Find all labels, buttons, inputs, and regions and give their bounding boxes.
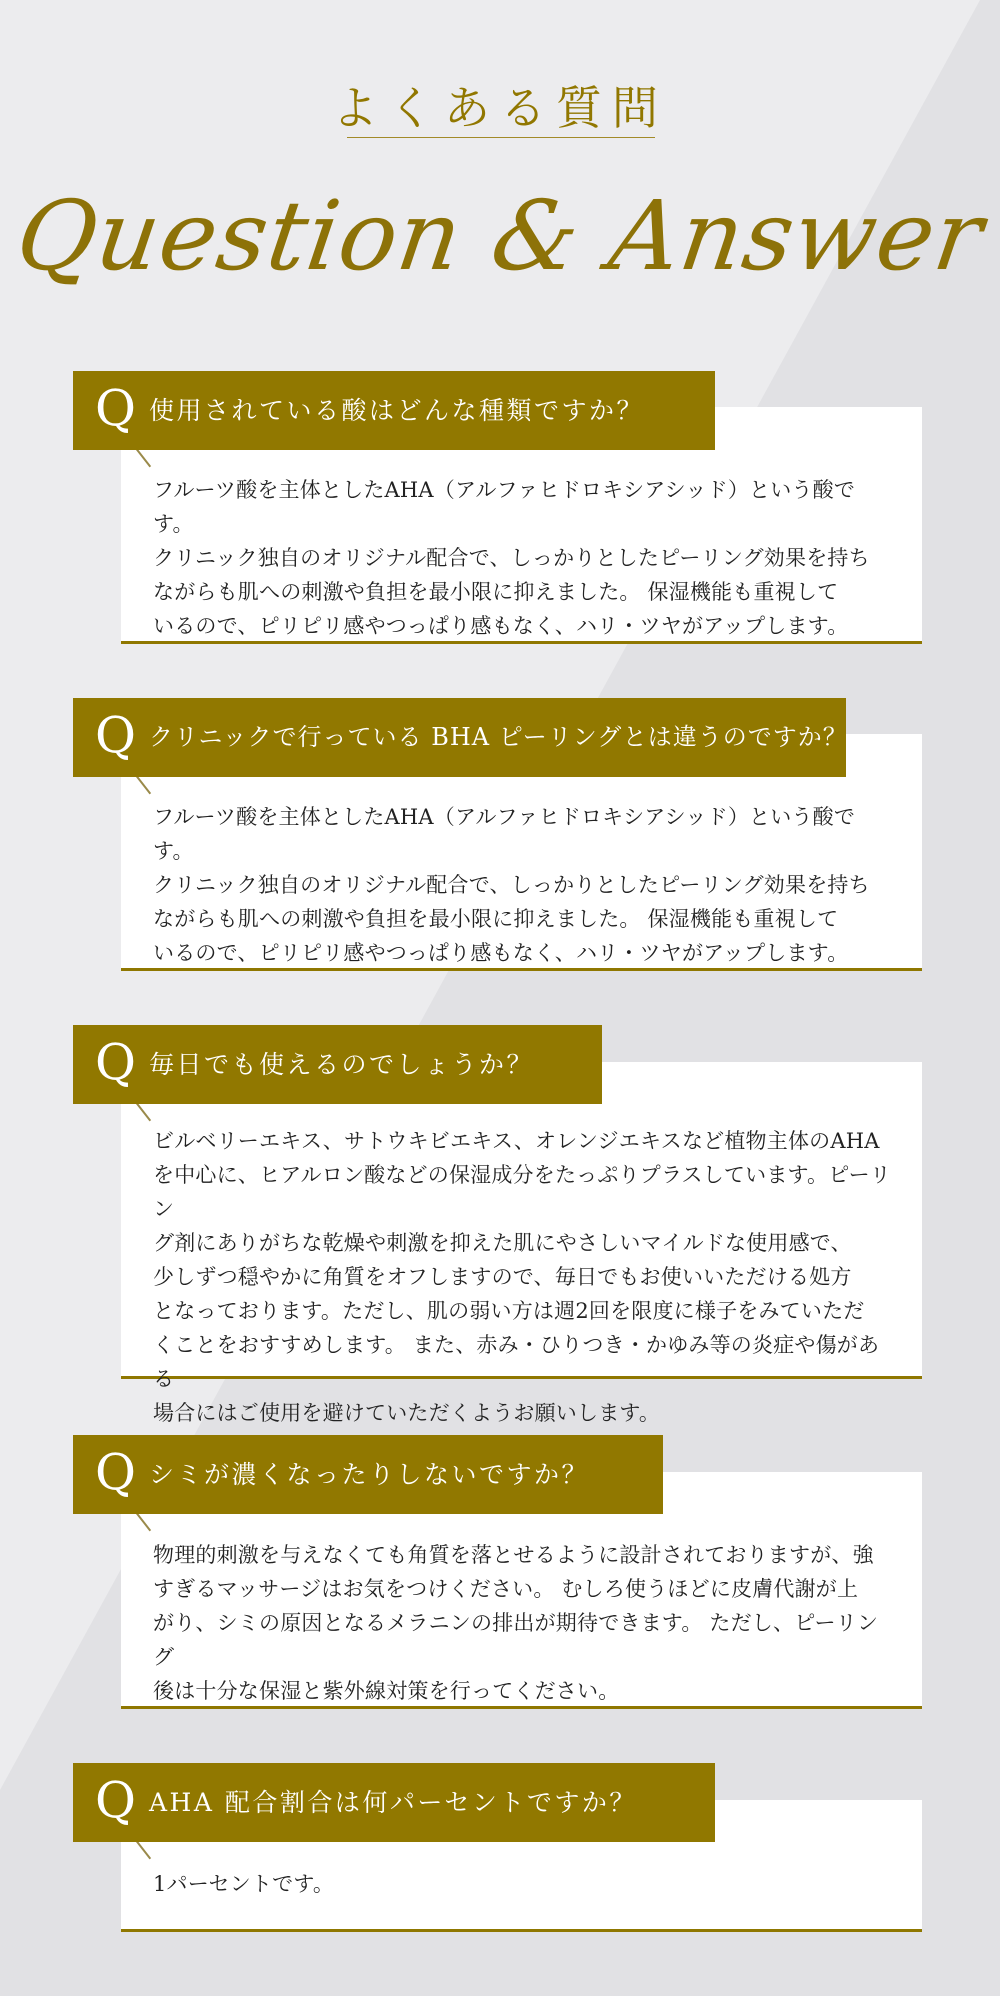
question-bar[interactable] (73, 1763, 715, 1842)
answer-line: 物理的刺激を与えなくても角質を落とせるように設計されておりますが、強 (153, 1543, 874, 1567)
answer-line: グ剤にありがちな乾燥や刺激を抑えた肌にやさしいマイルドな使用感で、 (153, 1231, 852, 1255)
q-mark: Q (95, 1033, 136, 1091)
question-bar[interactable] (73, 698, 846, 777)
question-text: 毎日でも使えるのでしょうか？ (149, 1050, 535, 1079)
answer-line: フルーツ酸を主体としたAHA（アルファヒドロキシアシッド）という酸です。 (153, 478, 856, 536)
question-bar[interactable] (73, 371, 715, 450)
question-text: クリニックで行っている BHA ピーリングとは違うのですか？ (149, 723, 848, 751)
answer-text (153, 800, 893, 970)
answer-line: 少しずつ穏やかに角質をオフしますので、毎日でもお使いいただける処方 (153, 1265, 852, 1289)
q-mark: Q (95, 1771, 136, 1829)
page-title-jp: よくある質問 (332, 81, 668, 135)
answer-line: 後は十分な保湿と紫外線対策を行ってください。 (153, 1679, 620, 1703)
question-text: 使用されている酸はどんな種類ですか？ (149, 396, 645, 425)
answer-line: フルーツ酸を主体としたAHA（アルファヒドロキシアシッド）という酸です。 (153, 805, 856, 863)
page-title-en: Question & Answer (9, 180, 991, 292)
answer-line: 1パーセントです。 (153, 1872, 335, 1896)
q-mark: Q (95, 1443, 136, 1501)
title-underline (347, 137, 655, 138)
answer-line: クリニック独自のオリジナル配合で、しっかりとしたピーリング効果を持ち (153, 873, 870, 897)
answer-line: クリニック独自のオリジナル配合で、しっかりとしたピーリング効果を持ち (153, 546, 870, 570)
answer-line: ビルベリーエキス、サトウキビエキス、オレンジエキスなど植物主体のAHA (153, 1129, 880, 1153)
question-bar[interactable] (73, 1025, 602, 1104)
answer-text (153, 1867, 893, 1901)
answer-line: いるので、ピリピリ感やつっぱり感もなく、ハリ・ツヤがアップします。 (153, 614, 849, 638)
q-mark: Q (95, 379, 136, 437)
answer-text (153, 1124, 893, 1430)
answer-line: となっております。ただし、肌の弱い方は週2回を限度に様子をみていただ (153, 1299, 865, 1323)
answer-line: すぎるマッサージはお気をつけください。 むしろ使うほどに皮膚代謝が上 (153, 1577, 859, 1601)
answer-line: を中心に、ヒアルロン酸などの保湿成分をたっぷりプラスしています。ピーリン (153, 1163, 892, 1221)
answer-text (153, 1538, 893, 1708)
answer-line: ながらも肌への刺激や負担を最小限に抑えました。 保湿機能も重視して (153, 907, 839, 931)
answer-line: くことをおすすめします。 また、赤み・ひりつき・かゆみ等の炎症や傷がある (153, 1333, 880, 1391)
answer-line: いるので、ピリピリ感やつっぱり感もなく、ハリ・ツヤがアップします。 (153, 941, 849, 965)
answer-line: ながらも肌への刺激や負担を最小限に抑えました。 保湿機能も重視して (153, 580, 839, 604)
question-bar[interactable] (73, 1435, 663, 1514)
answer-line: がり、シミの原因となるメラニンの排出が期待できます。 ただし、ピーリング (153, 1611, 879, 1669)
question-text: AHA 配合割合は何パーセントですか？ (149, 1788, 637, 1817)
answer-line: 場合にはご使用を避けていただくようお願いします。 (153, 1401, 661, 1425)
answer-text (153, 473, 893, 643)
question-text: シミが濃くなったりしないですか？ (149, 1460, 590, 1489)
q-mark: Q (95, 706, 136, 764)
